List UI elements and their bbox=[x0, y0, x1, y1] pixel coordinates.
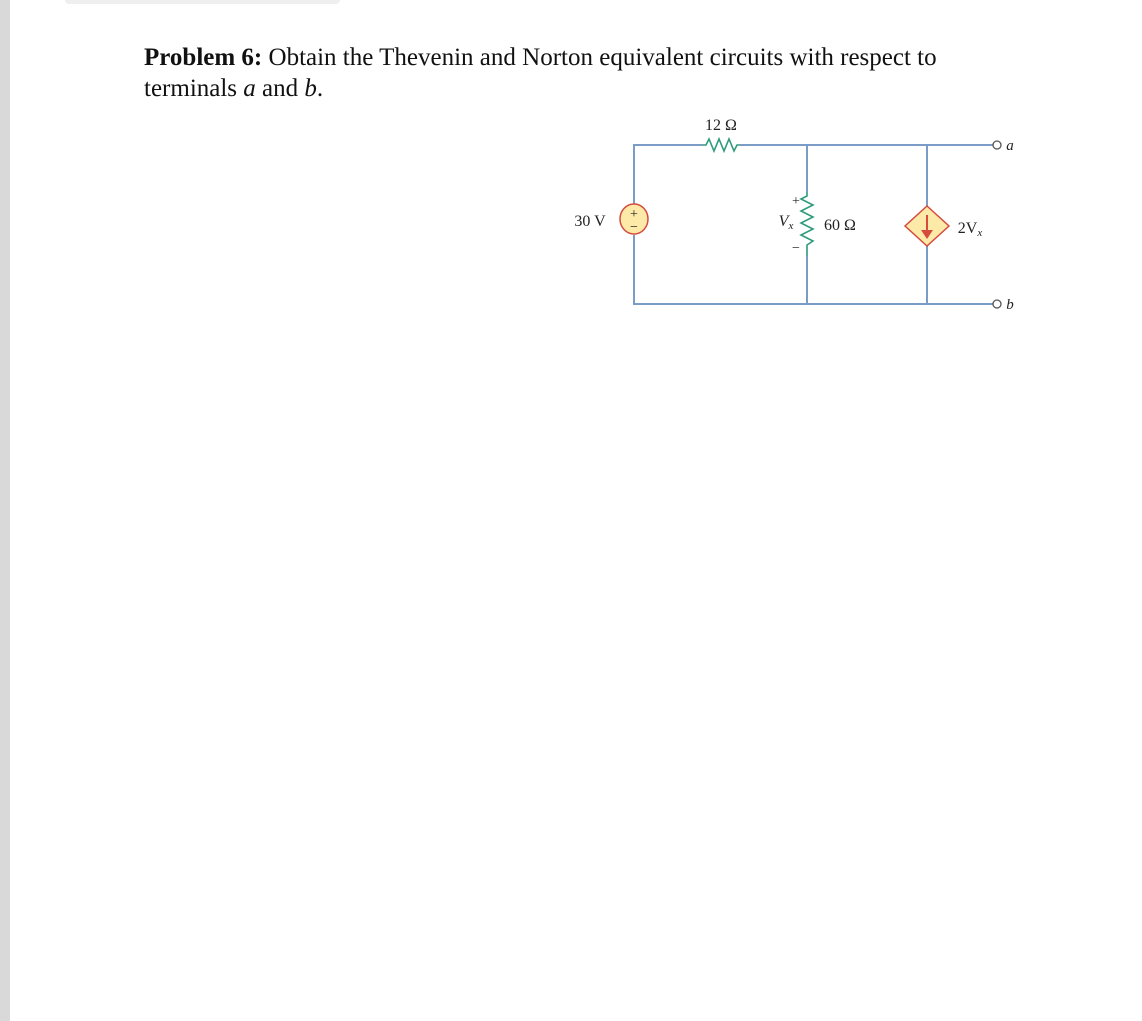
label-vx-v: V bbox=[778, 213, 789, 230]
label-terminal-a: a bbox=[1006, 138, 1014, 154]
voltage-source bbox=[620, 204, 648, 235]
label-dependent bbox=[958, 220, 983, 239]
wire-left-bottom bbox=[634, 235, 994, 304]
problem-terminal-b: b bbox=[304, 75, 317, 102]
voltage-source-plus: + bbox=[630, 207, 638, 222]
label-vx bbox=[779, 213, 794, 232]
terminal-a-node bbox=[993, 141, 1001, 149]
resistor-60-ohm bbox=[801, 192, 813, 256]
terminal-b-node bbox=[993, 300, 1001, 308]
dependent-current-source bbox=[905, 206, 949, 246]
label-dep-sub: x bbox=[977, 227, 983, 239]
label-vx-sub: x bbox=[788, 220, 794, 232]
resistor-12-ohm bbox=[702, 139, 740, 151]
label-30v: 30 V bbox=[574, 213, 606, 230]
label-terminal-b: b bbox=[1006, 297, 1014, 313]
label-12-ohm: 12 Ω bbox=[705, 117, 737, 134]
label-vx-minus: − bbox=[792, 241, 800, 256]
problem-period: . bbox=[316, 75, 324, 102]
problem-and: and bbox=[262, 75, 299, 102]
voltage-source-minus: − bbox=[630, 220, 638, 235]
label-60-ohm: 60 Ω bbox=[824, 217, 856, 234]
problem-text: Obtain the Thevenin and Norton equivalent circuits with respect to terminals bbox=[144, 44, 937, 102]
label-dep-coeff: 2V bbox=[957, 220, 978, 237]
label-vx-plus: + bbox=[792, 194, 800, 209]
problem-terminal-a: a bbox=[243, 75, 256, 102]
problem-title: Problem 6: bbox=[144, 44, 263, 71]
